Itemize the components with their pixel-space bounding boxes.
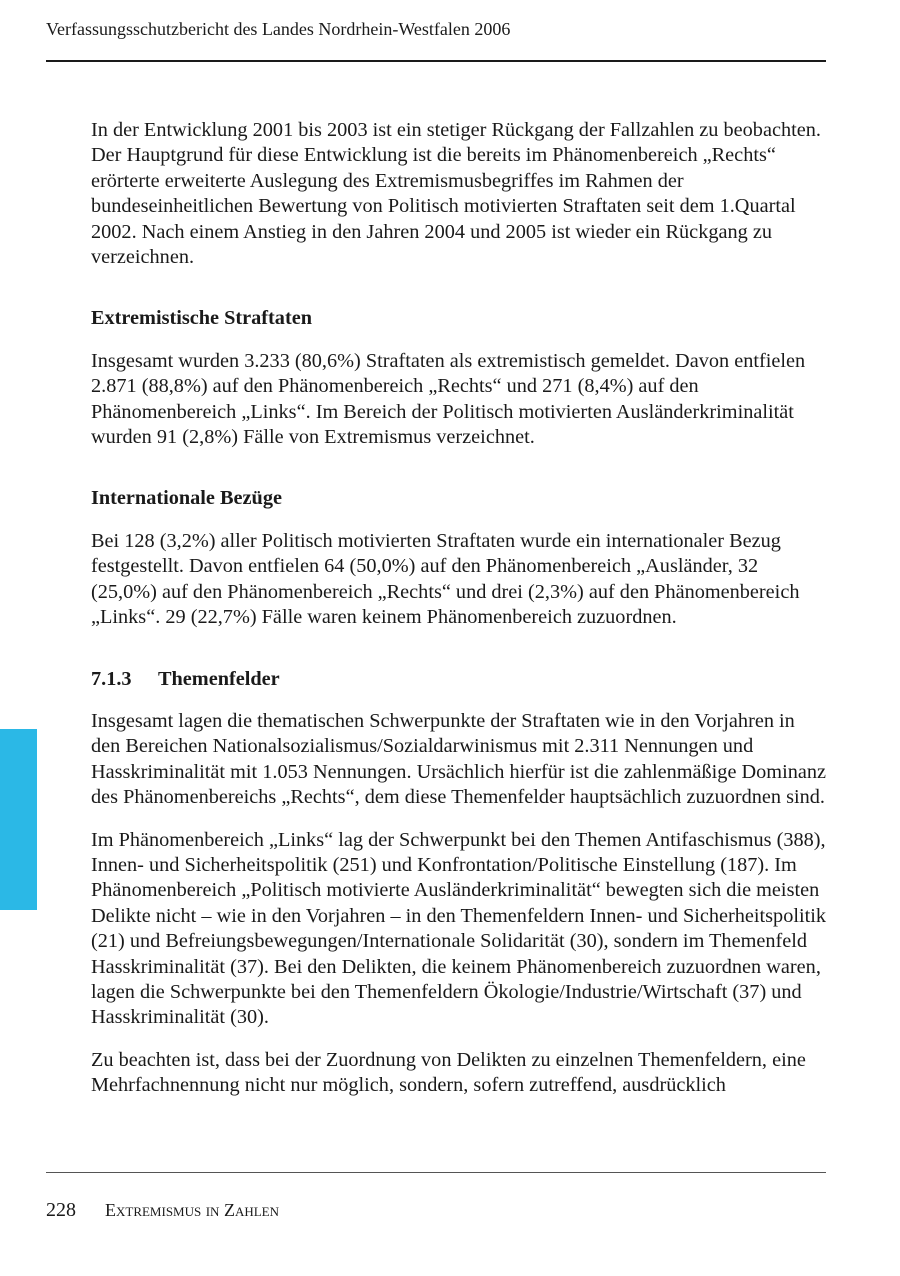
header-rule xyxy=(46,60,826,62)
section-title: Themenfelder xyxy=(158,667,280,690)
themes-paragraph-2: Im Phänomenbereich „Links“ lag der Schwerpunkt bei den Themen Antifaschismus (388), Innen- und Sicherheitspolitik (251) und Konfrontation/Politische Einstellung (187). Im Phänomenbereich „Politisch motivierte Ausländerkriminalität“ bewegten sich die meisten Delikte nicht – wie in den Vorjahren – in den Themenfeldern Innen- und Sicherheitspolitik (21) und Befreiungsbewegungen/Internationale Solidarität (30), sondern im Themenfeld Hasskriminalität (37). Bei den Delikten, die keinem Phänomenbereich zuzuordnen waren, lagen die Schwerpunkte bei den Themenfeldern Ökologie/Industrie/Wirtschaft (37) und Hasskriminalität (30). xyxy=(91,828,827,1029)
section-number: 7.1.3 xyxy=(91,667,132,690)
chapter-side-tab xyxy=(0,729,37,910)
international-references-paragraph: Bei 128 (3,2%) aller Politisch motivierten Straftaten wurde ein internationaler Bezug festgestellt. Davon entfielen 64 (50,0%) auf den Phänomenbereich „Ausländer, 32 (25,0%) auf den Phänomenbereich „Rechts“ und drei (2,3%) auf den Phänomenbereich „Links“. 29 (22,7%) Fälle waren keinem Phänomenbereich zuzuordnen. xyxy=(91,529,800,629)
extremist-offences-paragraph: Insgesamt wurden 3.233 (80,6%) Straftaten als extremistisch gemeldet. Davon entfielen 2.871 (88,8%) auf den Phänomenbereich „Rechts“ und 271 (8,4%) auf den Phänomenbereich „Links“. Im Bereich der Politisch motivierten Ausländerkriminalität wurden 91 (2,8%) Fälle von Extremismus verzeichnet. xyxy=(91,349,806,449)
extremist-offences-heading: Extremistische Straftaten xyxy=(91,307,312,330)
page-number: 228 xyxy=(46,1199,76,1221)
chapter-title: Extremismus in Zahlen xyxy=(105,1200,279,1220)
themes-paragraph-3: Zu beachten ist, dass bei der Zuordnung von Delikten zu einzelnen Themenfeldern, eine Mehrfachnennung nicht nur möglich, sondern, sofern zutreffend, ausdrücklich xyxy=(91,1048,806,1097)
section-heading xyxy=(91,667,828,692)
intro-paragraph: In der Entwicklung 2001 bis 2003 ist ein stetiger Rückgang der Fallzahlen zu beobachten. Der Hauptgrund für diese Entwicklung ist die bereits im Phänomenbereich „Rechts“ erörterte erweiterte Auslegung des Extremismusbegriffes im Rahmen der bundeseinheitlichen Bewertung von Politisch motivierten Straftaten seit dem 1.Quartal 2002. Nach einem Anstieg in den Jahren 2004 und 2005 ist wieder ein Rückgang zu verzeichnen. xyxy=(91,119,821,269)
international-references-heading: Internationale Bezüge xyxy=(91,487,282,510)
page-footer xyxy=(46,1198,279,1222)
running-header: Verfassungsschutzbericht des Landes Nordrhein-Westfalen 2006 xyxy=(46,19,511,39)
page-body xyxy=(91,118,828,1099)
footer-rule xyxy=(46,1172,826,1173)
themes-paragraph-1: Insgesamt lagen die thematischen Schwerpunkte der Straftaten wie in den Vorjahren in den Bereichen Nationalsozialismus/Sozialdarwinismus mit 2.311 Nennungen und Hasskriminalität mit 1.053 Nennungen. Ursächlich hierfür ist die zahlenmäßige Dominanz des Phänomenbereichs „Rechts“, dem diese Themenfelder hauptsächlich zuzuordnen sind. xyxy=(91,709,826,809)
